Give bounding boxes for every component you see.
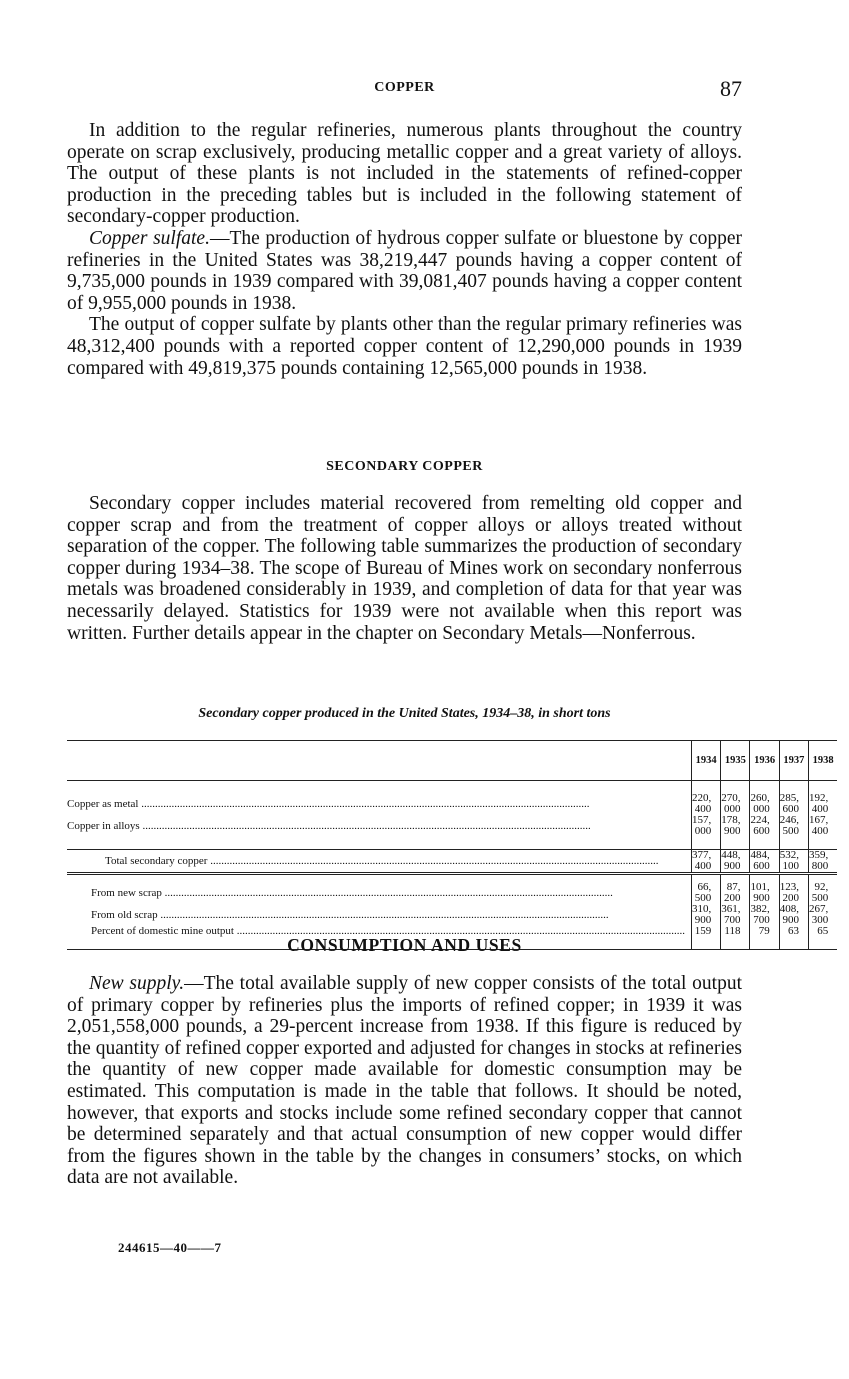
- paragraph-sulfate-output: The output of copper sulfate by plants other than the regular primary refineries was 48,312,400 pounds with a reported copper content of 12,290,000 pounds in 1939 compared with 49,819,375 pounds containing 12,565,000 pounds in 1938.: [67, 314, 742, 379]
- copper-sulfate-text: —The production of hydrous copper sulfate or bluestone by copper refineries in the United States was 38,219,447 pounds having a copper content of 9,735,000 pounds in 1939 compared with 39,081,407 pounds having a copper content of 9,955,000 pounds in 1938.: [67, 227, 742, 314]
- table-cell: 285, 600: [779, 793, 808, 815]
- secondary-copper-heading: SECONDARY COPPER: [326, 459, 483, 474]
- secondary-copper-text: [67, 493, 742, 644]
- table-cell: 359, 800: [808, 850, 837, 874]
- table-cell: 408, 900: [779, 904, 808, 926]
- table-cell: 101, 900: [750, 874, 779, 905]
- print-code: 244615—40——7: [118, 1240, 222, 1255]
- column-header: 1938: [808, 741, 837, 781]
- table-cell: 123, 200: [779, 874, 808, 905]
- page-number: 87: [720, 76, 742, 101]
- table-cell: 270, 000: [721, 793, 750, 815]
- column-header: 1936: [750, 741, 779, 781]
- table-row-total: [67, 850, 837, 874]
- table-row: [67, 815, 837, 837]
- table-header-blank: [67, 741, 691, 781]
- table-cell: 361, 700: [721, 904, 750, 926]
- paragraph-scrap-plants: In addition to the regular refineries, numerous plants throughout the country operate on scrap exclusively, producing metallic copper and a great variety of alloys. The output of these plants is not included in the statements of refined-copper production in the preceding tables but is included in the following statement of secondary-copper production.: [67, 120, 742, 228]
- table-cell: 484, 600: [750, 850, 779, 874]
- table-cell: 220, 400: [691, 793, 720, 815]
- secondary-copper-table: [67, 740, 837, 950]
- table-cell: 66, 500: [691, 874, 720, 905]
- intro-text: [67, 120, 742, 379]
- table-cell: 377, 400: [691, 850, 720, 874]
- row-label: Percent of domestic mine output .....: [67, 926, 691, 950]
- table-cell: 87, 200: [721, 874, 750, 905]
- column-header: 1934: [691, 741, 720, 781]
- paragraph-secondary-copper: Secondary copper includes material recovered from remelting old copper and copper scrap and from the treatment of copper alloys or alloys treated without separation of the copper. The following table summarizes the production of secondary copper during 1934–38. The scope of Bureau of Mines work on secondary nonferrous metals was broadened considerably in 1939, and completion of data for that year was necessarily delayed. Statistics for 1939 were not available when this report was written. Further details appear in the chapter on Secondary Metals—Nonferrous.: [67, 493, 742, 644]
- table-cell: 267, 300: [808, 904, 837, 926]
- table-cell: 157, 000: [691, 815, 720, 837]
- table-cell: 167, 400: [808, 815, 837, 837]
- table-cell: 260, 000: [750, 793, 779, 815]
- paragraph-copper-sulfate: [67, 228, 742, 314]
- table-cell: 532, 100: [779, 850, 808, 874]
- table-cell: 178, 900: [721, 815, 750, 837]
- table-row: [67, 904, 837, 926]
- table-cell: 92, 500: [808, 874, 837, 905]
- table-cell: 192, 400: [808, 793, 837, 815]
- page-header: [67, 76, 742, 104]
- row-label: From old scrap .....: [67, 904, 691, 926]
- copper-sulfate-lead: Copper sulfate.: [89, 227, 210, 249]
- new-supply-lead: New supply.: [89, 973, 185, 994]
- row-label: From new scrap .....: [67, 874, 691, 905]
- table-cell: 63: [779, 926, 808, 950]
- table-caption: Secondary copper produced in the United States, 1934–38, in short tons: [198, 706, 611, 721]
- table-row: [67, 874, 837, 905]
- table-cell: 224, 600: [750, 815, 779, 837]
- row-label: Copper as metal .....: [67, 793, 691, 815]
- table-row: [67, 793, 837, 815]
- table-cell: 159: [691, 926, 720, 950]
- row-label: Copper in alloys .....: [67, 815, 691, 837]
- running-title: COPPER: [374, 80, 435, 95]
- table-cell: 79: [750, 926, 779, 950]
- table-cell: 310, 900: [691, 904, 720, 926]
- table-cell: 448, 900: [721, 850, 750, 874]
- table-cell: 246, 500: [779, 815, 808, 837]
- table-cell: 65: [808, 926, 837, 950]
- table-cell: 382, 700: [750, 904, 779, 926]
- table-cell: 118: [721, 926, 750, 950]
- paragraph-new-supply: [67, 973, 742, 1189]
- new-supply-text: —The total available supply of new copper consists of the total output of primary copper by refineries plus the imports of refined copper; in 1939 it was 2,051,558,000 pounds, a 29-percent increase from 1938. If this figure is reduced by the quantity of refined copper exported and adjusted for changes in stocks at refineries the quantity of new copper made available for domestic consumption may be estimated. This computation is made in the table that follows. It should be noted, however, that exports and stocks include some refined secondary copper that cannot be determined separately and that actual consumption of new copper would differ from the figures shown in the table by the changes in consumers’ stocks, on which data are not available.: [67, 973, 742, 1189]
- row-label: Total secondary copper .....: [67, 850, 691, 874]
- column-header: 1935: [721, 741, 750, 781]
- consumption-heading: CONSUMPTION AND USES: [287, 935, 522, 955]
- consumption-text: [67, 973, 742, 1189]
- column-header: 1937: [779, 741, 808, 781]
- table-header-row: [67, 741, 837, 781]
